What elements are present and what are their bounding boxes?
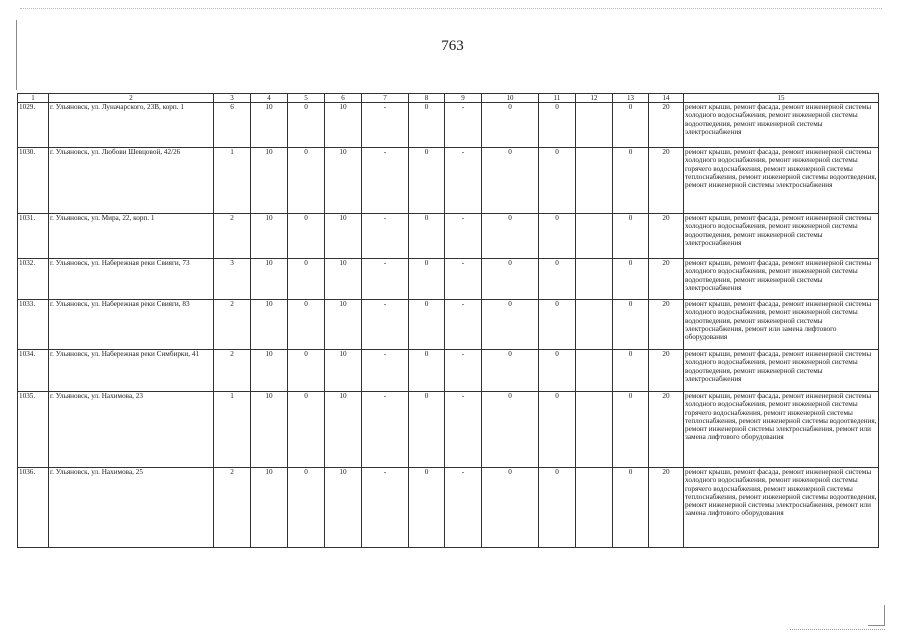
value-cell: - — [445, 350, 482, 392]
value-cell: - — [362, 392, 409, 468]
value-cell: 10 — [251, 214, 288, 259]
value-cell: 10 — [325, 148, 362, 214]
value-cell — [576, 392, 613, 468]
value-cell: 0 — [539, 468, 576, 548]
value-cell: - — [362, 259, 409, 300]
column-header: 10 — [482, 94, 539, 103]
works-cell: ремонт крыши, ремонт фасада, ремонт инженерной системы холодного водоснабжения, ремонт инженерной системы водоотведения, ремонт инженерной системы электроснабжения — [684, 259, 879, 300]
value-cell: 20 — [649, 300, 684, 350]
value-cell: 20 — [649, 103, 684, 148]
value-cell: 0 — [409, 214, 445, 259]
address-cell: г. Ульяновск, ул. Нахимова, 25 — [49, 468, 214, 548]
corner-mark — [868, 605, 885, 626]
value-cell: 0 — [482, 468, 539, 548]
value-cell: 10 — [251, 103, 288, 148]
value-cell: 0 — [482, 350, 539, 392]
value-cell: 0 — [482, 148, 539, 214]
value-cell: 0 — [539, 300, 576, 350]
row-number: 1033. — [18, 300, 49, 350]
column-header: 8 — [409, 94, 445, 103]
row-number: 1031. — [18, 214, 49, 259]
value-cell: 0 — [613, 350, 649, 392]
value-cell: 0 — [409, 392, 445, 468]
value-cell: 10 — [325, 300, 362, 350]
value-cell: 0 — [613, 300, 649, 350]
value-cell — [576, 300, 613, 350]
value-cell: 0 — [409, 350, 445, 392]
value-cell: 10 — [251, 300, 288, 350]
row-number: 1032. — [18, 259, 49, 300]
value-cell: 10 — [251, 259, 288, 300]
works-cell: ремонт крыши, ремонт фасада, ремонт инженерной системы холодного водоснабжения, ремонт инженерной системы водоотведения, ремонт инженерной системы электроснабжения — [684, 350, 879, 392]
value-cell: 0 — [409, 103, 445, 148]
value-cell: 0 — [288, 148, 325, 214]
row-number: 1029. — [18, 103, 49, 148]
row-number: 1034. — [18, 350, 49, 392]
value-cell — [576, 103, 613, 148]
value-cell: 1 — [214, 148, 251, 214]
column-header: 6 — [325, 94, 362, 103]
value-cell — [576, 350, 613, 392]
row-number: 1030. — [18, 148, 49, 214]
value-cell: 20 — [649, 350, 684, 392]
value-cell: 0 — [482, 392, 539, 468]
value-cell: 0 — [288, 350, 325, 392]
value-cell: 10 — [251, 350, 288, 392]
value-cell: 0 — [288, 259, 325, 300]
value-cell — [576, 214, 613, 259]
value-cell: 0 — [482, 259, 539, 300]
address-cell: г. Ульяновск, ул. Нахимова, 23 — [49, 392, 214, 468]
value-cell: 10 — [325, 350, 362, 392]
column-header: 3 — [214, 94, 251, 103]
works-cell: ремонт крыши, ремонт фасада, ремонт инженерной системы холодного водоснабжения, ремонт инженерной системы горячего водоснабжения, ремонт инженерной системы теплоснабжения, ремонт инженерной системы водоотведения, ремонт инженерной системы электроснабжения, ремонт или замена лифтового оборудования — [684, 468, 879, 548]
table-row — [18, 148, 879, 214]
value-cell: 0 — [409, 468, 445, 548]
value-cell: 0 — [288, 468, 325, 548]
value-cell — [576, 259, 613, 300]
value-cell: 20 — [649, 214, 684, 259]
value-cell: 2 — [214, 214, 251, 259]
works-cell: ремонт крыши, ремонт фасада, ремонт инженерной системы холодного водоснабжения, ремонт инженерной системы горячего водоснабжения, ремонт инженерной системы теплоснабжения, ремонт инженерной системы водоотведения, ремонт инженерной системы электроснабжения, ремонт или замена лифтового оборудования — [684, 392, 879, 468]
value-cell: 2 — [214, 300, 251, 350]
value-cell: 10 — [251, 148, 288, 214]
column-header: 1 — [18, 94, 49, 103]
value-cell: 20 — [649, 148, 684, 214]
value-cell: 10 — [325, 214, 362, 259]
works-register-table — [17, 93, 879, 548]
column-header: 15 — [684, 94, 879, 103]
column-header: 7 — [362, 94, 409, 103]
table-row — [18, 468, 879, 548]
value-cell: 0 — [288, 300, 325, 350]
value-cell: 0 — [613, 214, 649, 259]
value-cell: 2 — [214, 350, 251, 392]
value-cell: - — [445, 259, 482, 300]
table-row — [18, 392, 879, 468]
page-number: 763 — [441, 38, 464, 54]
value-cell: - — [445, 148, 482, 214]
value-cell — [576, 468, 613, 548]
address-cell: г. Ульяновск, ул. Набережная реки Свияги, 83 — [49, 300, 214, 350]
value-cell: 0 — [288, 392, 325, 468]
value-cell: 0 — [539, 350, 576, 392]
margin-mark — [16, 20, 17, 90]
value-cell: 0 — [613, 468, 649, 548]
value-cell: 20 — [649, 259, 684, 300]
value-cell: 0 — [539, 103, 576, 148]
address-cell: г. Ульяновск, ул. Любови Шевцовой, 42/26 — [49, 148, 214, 214]
value-cell: - — [362, 103, 409, 148]
address-cell: г. Ульяновск, ул. Набережная реки Симбирки, 41 — [49, 350, 214, 392]
value-cell: 10 — [325, 259, 362, 300]
column-header: 12 — [576, 94, 613, 103]
value-cell: - — [362, 300, 409, 350]
row-number: 1035. — [18, 392, 49, 468]
scan-artifact-line — [20, 8, 882, 10]
column-header: 13 — [613, 94, 649, 103]
scan-artifact-line — [790, 629, 885, 631]
value-cell: 0 — [482, 214, 539, 259]
table-row — [18, 259, 879, 300]
value-cell: - — [445, 300, 482, 350]
value-cell: - — [445, 214, 482, 259]
value-cell: 0 — [613, 148, 649, 214]
value-cell: 0 — [539, 259, 576, 300]
value-cell: - — [362, 214, 409, 259]
works-cell: ремонт крыши, ремонт фасада, ремонт инженерной системы холодного водоснабжения, ремонт инженерной системы водоотведения, ремонт инженерной системы электроснабжения, ремонт или замена лифтового оборудования — [684, 300, 879, 350]
column-header: 4 — [251, 94, 288, 103]
value-cell — [576, 148, 613, 214]
column-header: 14 — [649, 94, 684, 103]
header-row — [18, 94, 879, 103]
table-row — [18, 300, 879, 350]
value-cell: - — [445, 103, 482, 148]
table-row — [18, 350, 879, 392]
value-cell: 20 — [649, 392, 684, 468]
column-header: 9 — [445, 94, 482, 103]
address-cell: г. Ульяновск, ул. Набережная реки Свияги, 73 — [49, 259, 214, 300]
value-cell: 0 — [288, 103, 325, 148]
value-cell: - — [362, 350, 409, 392]
value-cell: 0 — [539, 392, 576, 468]
address-cell: г. Ульяновск, ул. Мира, 22, корп. 1 — [49, 214, 214, 259]
works-cell: ремонт крыши, ремонт фасада, ремонт инженерной системы холодного водоснабжения, ремонт инженерной системы водоотведения, ремонт инженерной системы электроснабжения — [684, 214, 879, 259]
value-cell: 0 — [409, 300, 445, 350]
value-cell: 3 — [214, 259, 251, 300]
value-cell: 10 — [325, 392, 362, 468]
value-cell: - — [445, 468, 482, 548]
value-cell: 10 — [325, 468, 362, 548]
value-cell: 0 — [482, 300, 539, 350]
value-cell: 20 — [649, 468, 684, 548]
value-cell: 2 — [214, 468, 251, 548]
value-cell: 0 — [482, 103, 539, 148]
value-cell: 10 — [251, 468, 288, 548]
works-cell: ремонт крыши, ремонт фасада, ремонт инженерной системы холодного водоснабжения, ремонт инженерной системы горячего водоснабжения, ремонт инженерной системы теплоснабжения, ремонт инженерной системы водоотведения, ремонт инженерной системы электроснабжения — [684, 148, 879, 214]
works-cell: ремонт крыши, ремонт фасада, ремонт инженерной системы холодного водоснабжения, ремонт инженерной системы водоотведения, ремонт инженерной системы электроснабжения — [684, 103, 879, 148]
table-row — [18, 214, 879, 259]
value-cell: 6 — [214, 103, 251, 148]
value-cell: 0 — [613, 103, 649, 148]
column-header: 11 — [539, 94, 576, 103]
row-number: 1036. — [18, 468, 49, 548]
value-cell: - — [362, 148, 409, 214]
value-cell: 10 — [325, 103, 362, 148]
value-cell: 0 — [613, 259, 649, 300]
value-cell: - — [362, 468, 409, 548]
value-cell: 0 — [539, 214, 576, 259]
column-header: 2 — [49, 94, 214, 103]
value-cell: 0 — [613, 392, 649, 468]
address-cell: г. Ульяновск, ул. Луначарского, 23В, корп. 1 — [49, 103, 214, 148]
value-cell: 0 — [409, 259, 445, 300]
value-cell: 0 — [288, 214, 325, 259]
value-cell: 0 — [409, 148, 445, 214]
value-cell: 0 — [539, 148, 576, 214]
value-cell: 1 — [214, 392, 251, 468]
table-row — [18, 103, 879, 148]
value-cell: - — [445, 392, 482, 468]
column-header: 5 — [288, 94, 325, 103]
value-cell: 10 — [251, 392, 288, 468]
